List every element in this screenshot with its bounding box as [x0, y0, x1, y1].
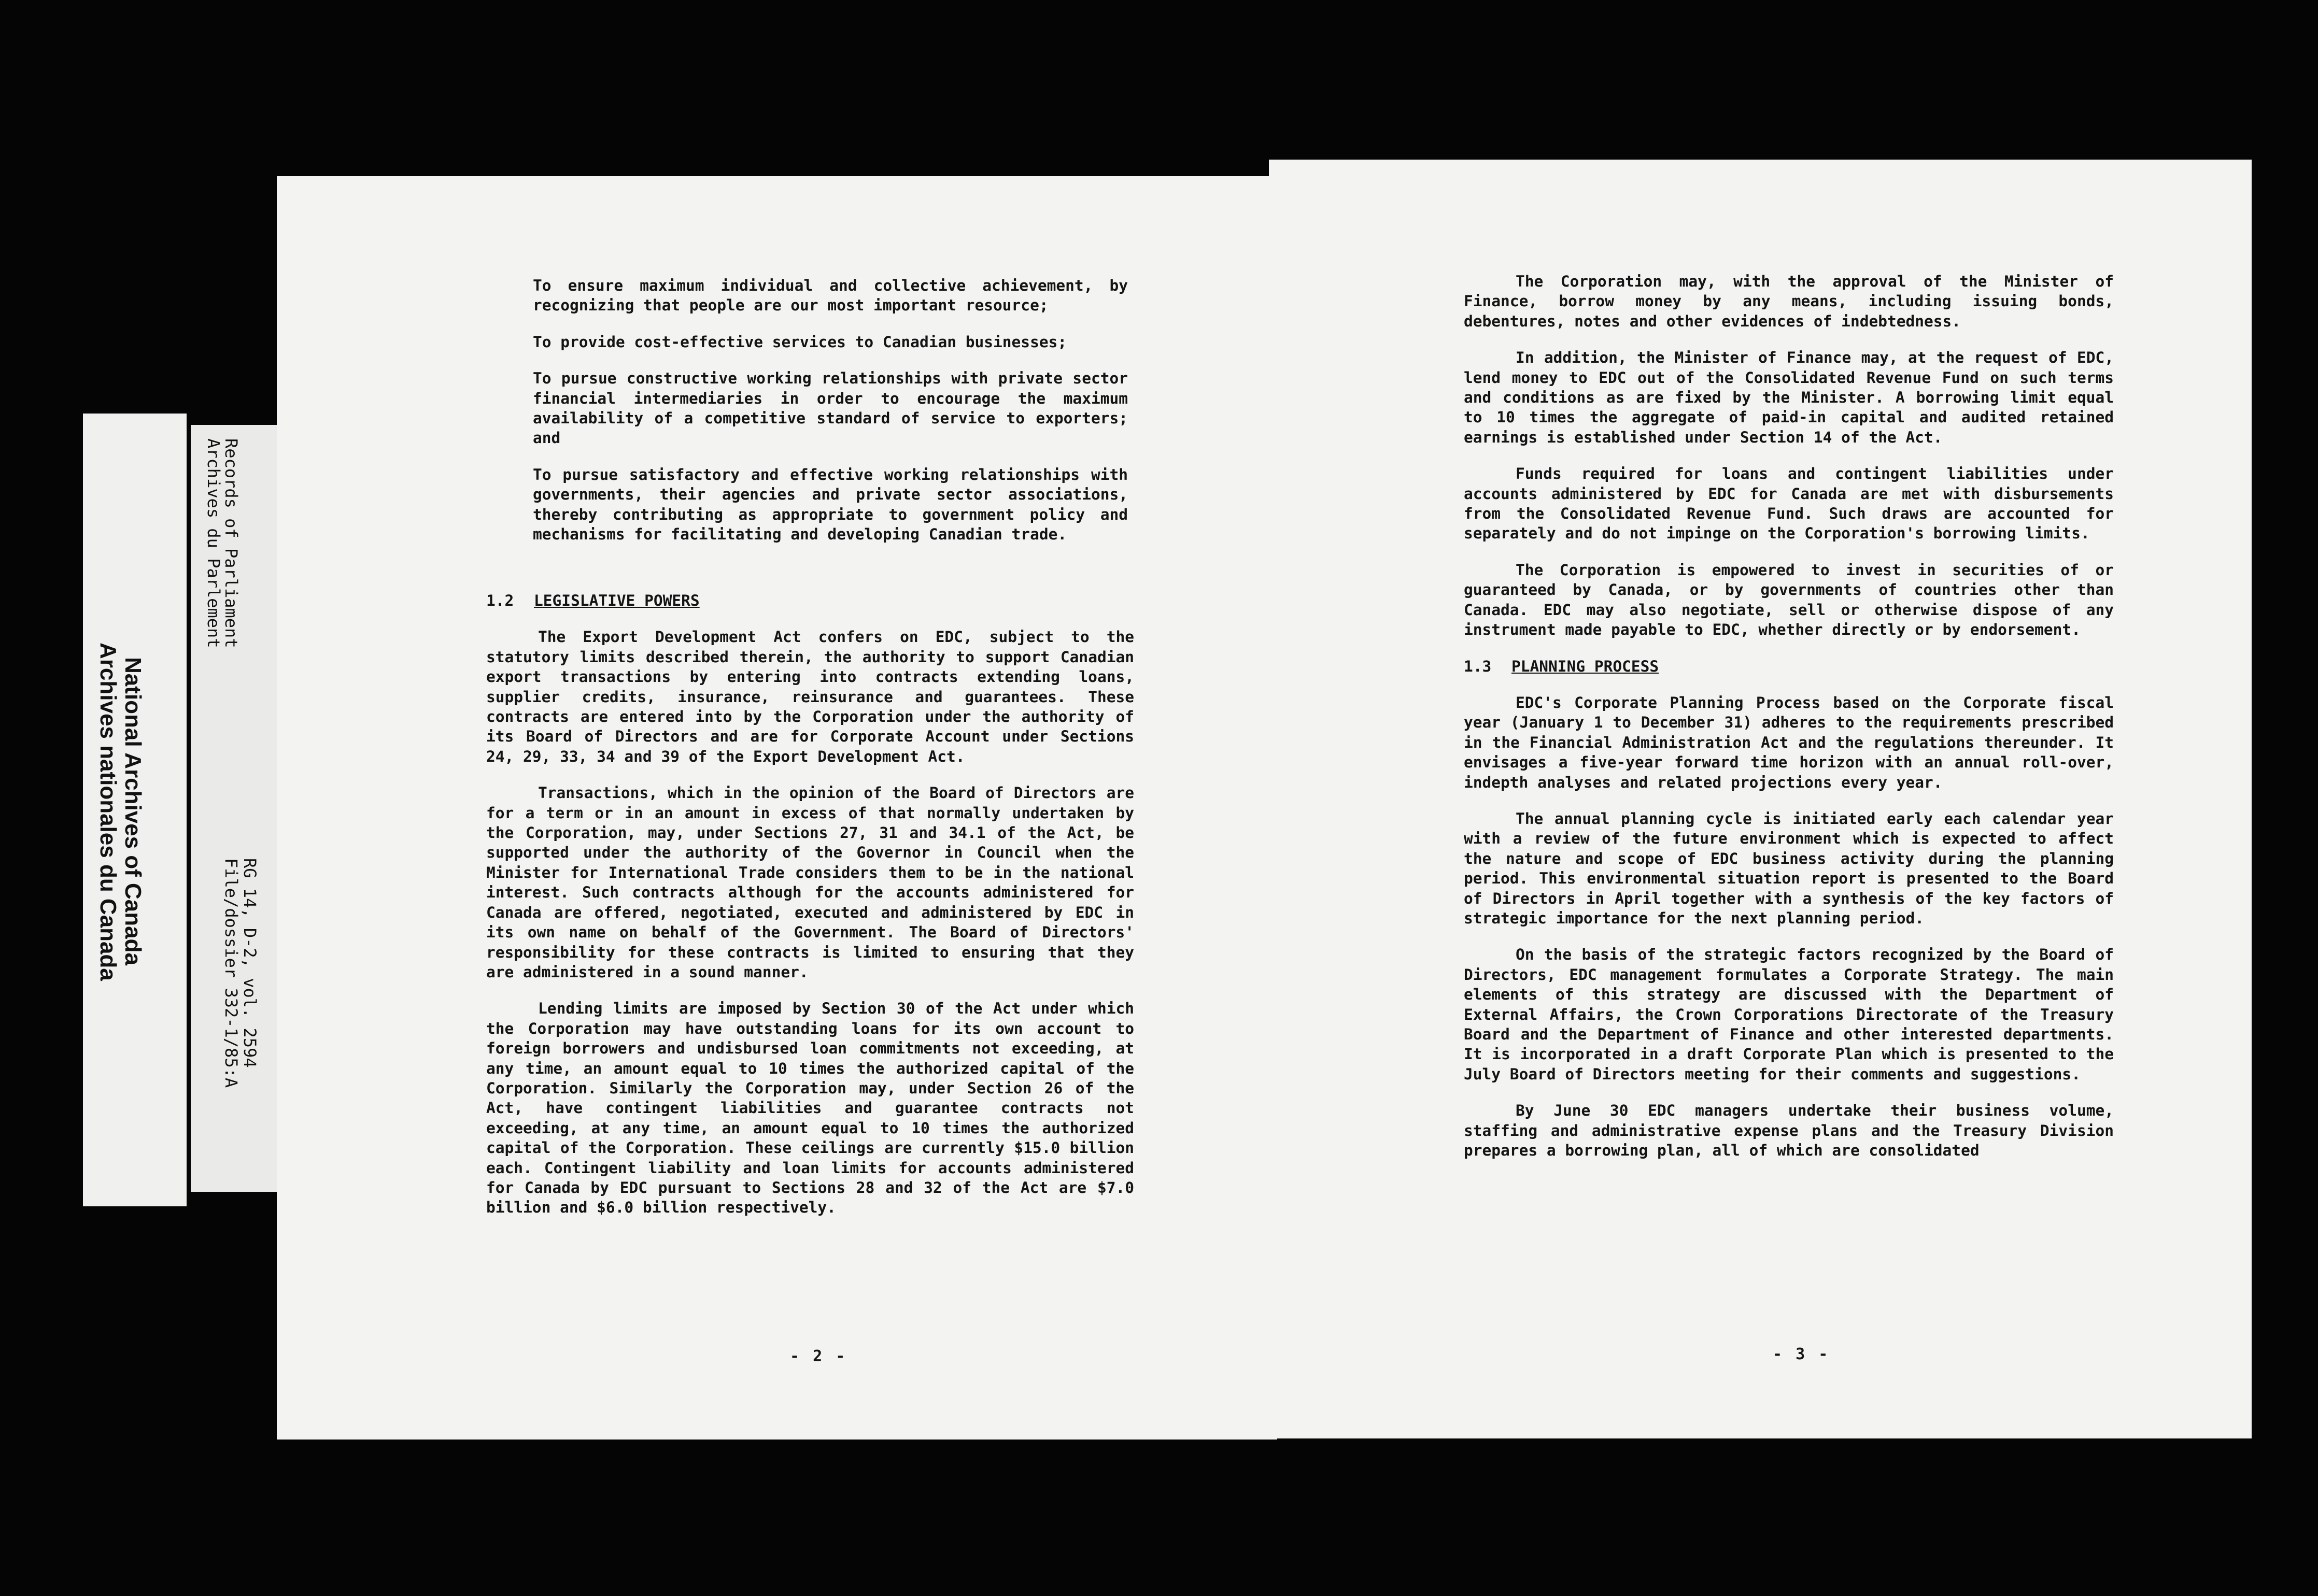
records-label-fr: Archives du Parlement	[204, 438, 223, 648]
objective-item: To provide cost-effective services to Canadian businesses;	[533, 333, 1067, 351]
body-paragraph: EDC's Corporate Planning Process based on the Corporate fiscal year (January 1 to December 31) adheres to the requirements prescribed in the Financial Administration Act and the regulations thereunder. It envisages a five-year forward time horizon with an annual roll-over, indepth analyses and related projections every year.	[1464, 693, 2114, 791]
body-paragraph: The Export Development Act confers on EDC, subject to the statutory limits described therein, the authority to support Canadian export transactions by entering into contracts extending loans, supplier credits, insurance, reinsurance and guarantees. These contracts are entered into by the Corporation under the authority of its Board of Directors and are for Corporate Account under Sections 24, 29, 33, 34 and 39 of the Export Development Act.	[486, 628, 1134, 765]
body-paragraph: Lending limits are imposed by Section 30 of the Act under which the Corporation may have outstanding loans for its own account to foreign borrowers and undisbursed loan commitments not exceeding, at any time, an amount equal to 10 times the authorized capital of the Corporation. Similarly the Corporation may, under Section 26 of the Act, have contingent liabilities and guarantee contracts not exceeding, at any time, an amount equal to 10 times the authorized capital of the Corporation. These ceilings are currently $15.0 billion each. Contingent liability and loan limits for accounts administered for Canada by EDC pursuant to Sections 28 and 32 of the Act are $7.0 billion and $6.0 billion respectively.	[486, 1000, 1134, 1217]
page-number: - 3 -	[1773, 1345, 1830, 1363]
archive-name-en: National Archives of Canada	[120, 657, 146, 965]
body-paragraph: On the basis of the strategic factors recognized by the Board of Directors, EDC management formulates a Corporate Strategy. The main elements of this strategy are discussed with the Department of External Affairs, the Crown Corporations Directorate of the Treasury Board and the Department of Finance and other interested departments. It is incorporated in a draft Corporate Plan which is presented to the July Board of Directors meeting for their comments and suggestions.	[1464, 946, 2114, 1083]
archive-name-fr: Archives nationales du Canada	[95, 643, 121, 981]
body-paragraph: Funds required for loans and contingent liabilities under accounts administered by EDC for Canada are met with disbursements from the Consolidated Revenue Fund. Such draws are accounted for separately and do not impinge on the Corporation's borrowing limits.	[1464, 465, 2114, 543]
document-page-3	[1269, 160, 2252, 1438]
body-paragraph: In addition, the Minister of Finance may, at the request of EDC, lend money to EDC out of the Consolidated Revenue Fund on such terms and conditions as are fixed by the Minister. A borrowing limit equal to 10 times the aggregate of paid-in capital and audited retained earnings is established under Section 14 of the Act.	[1464, 349, 2114, 446]
file-reference-rg: RG 14, D-2, vol. 2594	[240, 858, 260, 1068]
section-number: 1.2	[486, 592, 514, 609]
objective-item: To pursue satisfactory and effective working relationships with governments, their agencies and private sector associations, thereby contributing as appropriate to government policy and mechanisms for facilitating and developing Canadian trade.	[533, 465, 1128, 544]
objective-item: To pursue constructive working relationships with private sector financial intermediaries in order to encourage the maximum availability of a competitive standard of service to exporters; and	[533, 369, 1128, 447]
body-paragraph: Transactions, which in the opinion of the Board of Directors are for a term or in an amount in excess of that normally undertaken by the Corporation, may, under Sections 27, 31 and 34.1 of the Act, be supported under the authority of the Governor in Council when the Minister for International Trade considers them to be in the national interest. Such contracts although for the accounts administered for Canada are offered, negotiated, executed and administered by EDC in its own name on behalf of the Government. The Board of Directors' responsibility for these contracts is limited to ensuring that they are administered in a sound manner.	[486, 784, 1134, 981]
section-title: PLANNING PROCESS	[1511, 657, 1659, 675]
section-title: LEGISLATIVE POWERS	[534, 592, 700, 609]
document-page-2	[277, 176, 1277, 1440]
legislative-powers-section	[486, 591, 1134, 1234]
body-paragraph: The Corporation may, with the approval of the Minister of Finance, borrow money by any means, including issuing bonds, debentures, notes and other evidences of indebtedness.	[1464, 273, 2114, 330]
body-paragraph: The Corporation is empowered to invest in securities of or guaranteed by Canada, or by governments of countries other than Canada. EDC may also negotiate, sell or otherwise dispose of any instrument made payable to EDC, whether directly or by endorsement.	[1464, 561, 2114, 639]
section-number: 1.3	[1464, 657, 1492, 675]
section-heading	[486, 591, 1134, 610]
borrowing-paragraphs	[1464, 272, 2114, 1177]
objective-item: To ensure maximum individual and collective achievement, by recognizing that people are our most important resource;	[533, 277, 1128, 315]
page-number: - 2 -	[790, 1347, 847, 1365]
file-reference-dossier: File/dossier 332-1/85:A	[221, 858, 241, 1088]
body-paragraph: The annual planning cycle is initiated early each calendar year with a review of the future environment which is expected to affect the nature and scope of EDC business activity during the planning period. This environmental situation report is presented to the Board of Directors in April together with a synthesis of the key factors of strategic importance for the next planning period.	[1464, 809, 2114, 927]
body-paragraph: By June 30 EDC managers undertake their business volume, staffing and administrative expense plans and the Treasury Division prepares a borrowing plan, all of which are consolidated	[1464, 1102, 2114, 1160]
section-heading	[1464, 657, 2114, 676]
records-label-en: Records of Parliament	[221, 438, 241, 648]
objectives-list	[533, 276, 1128, 561]
